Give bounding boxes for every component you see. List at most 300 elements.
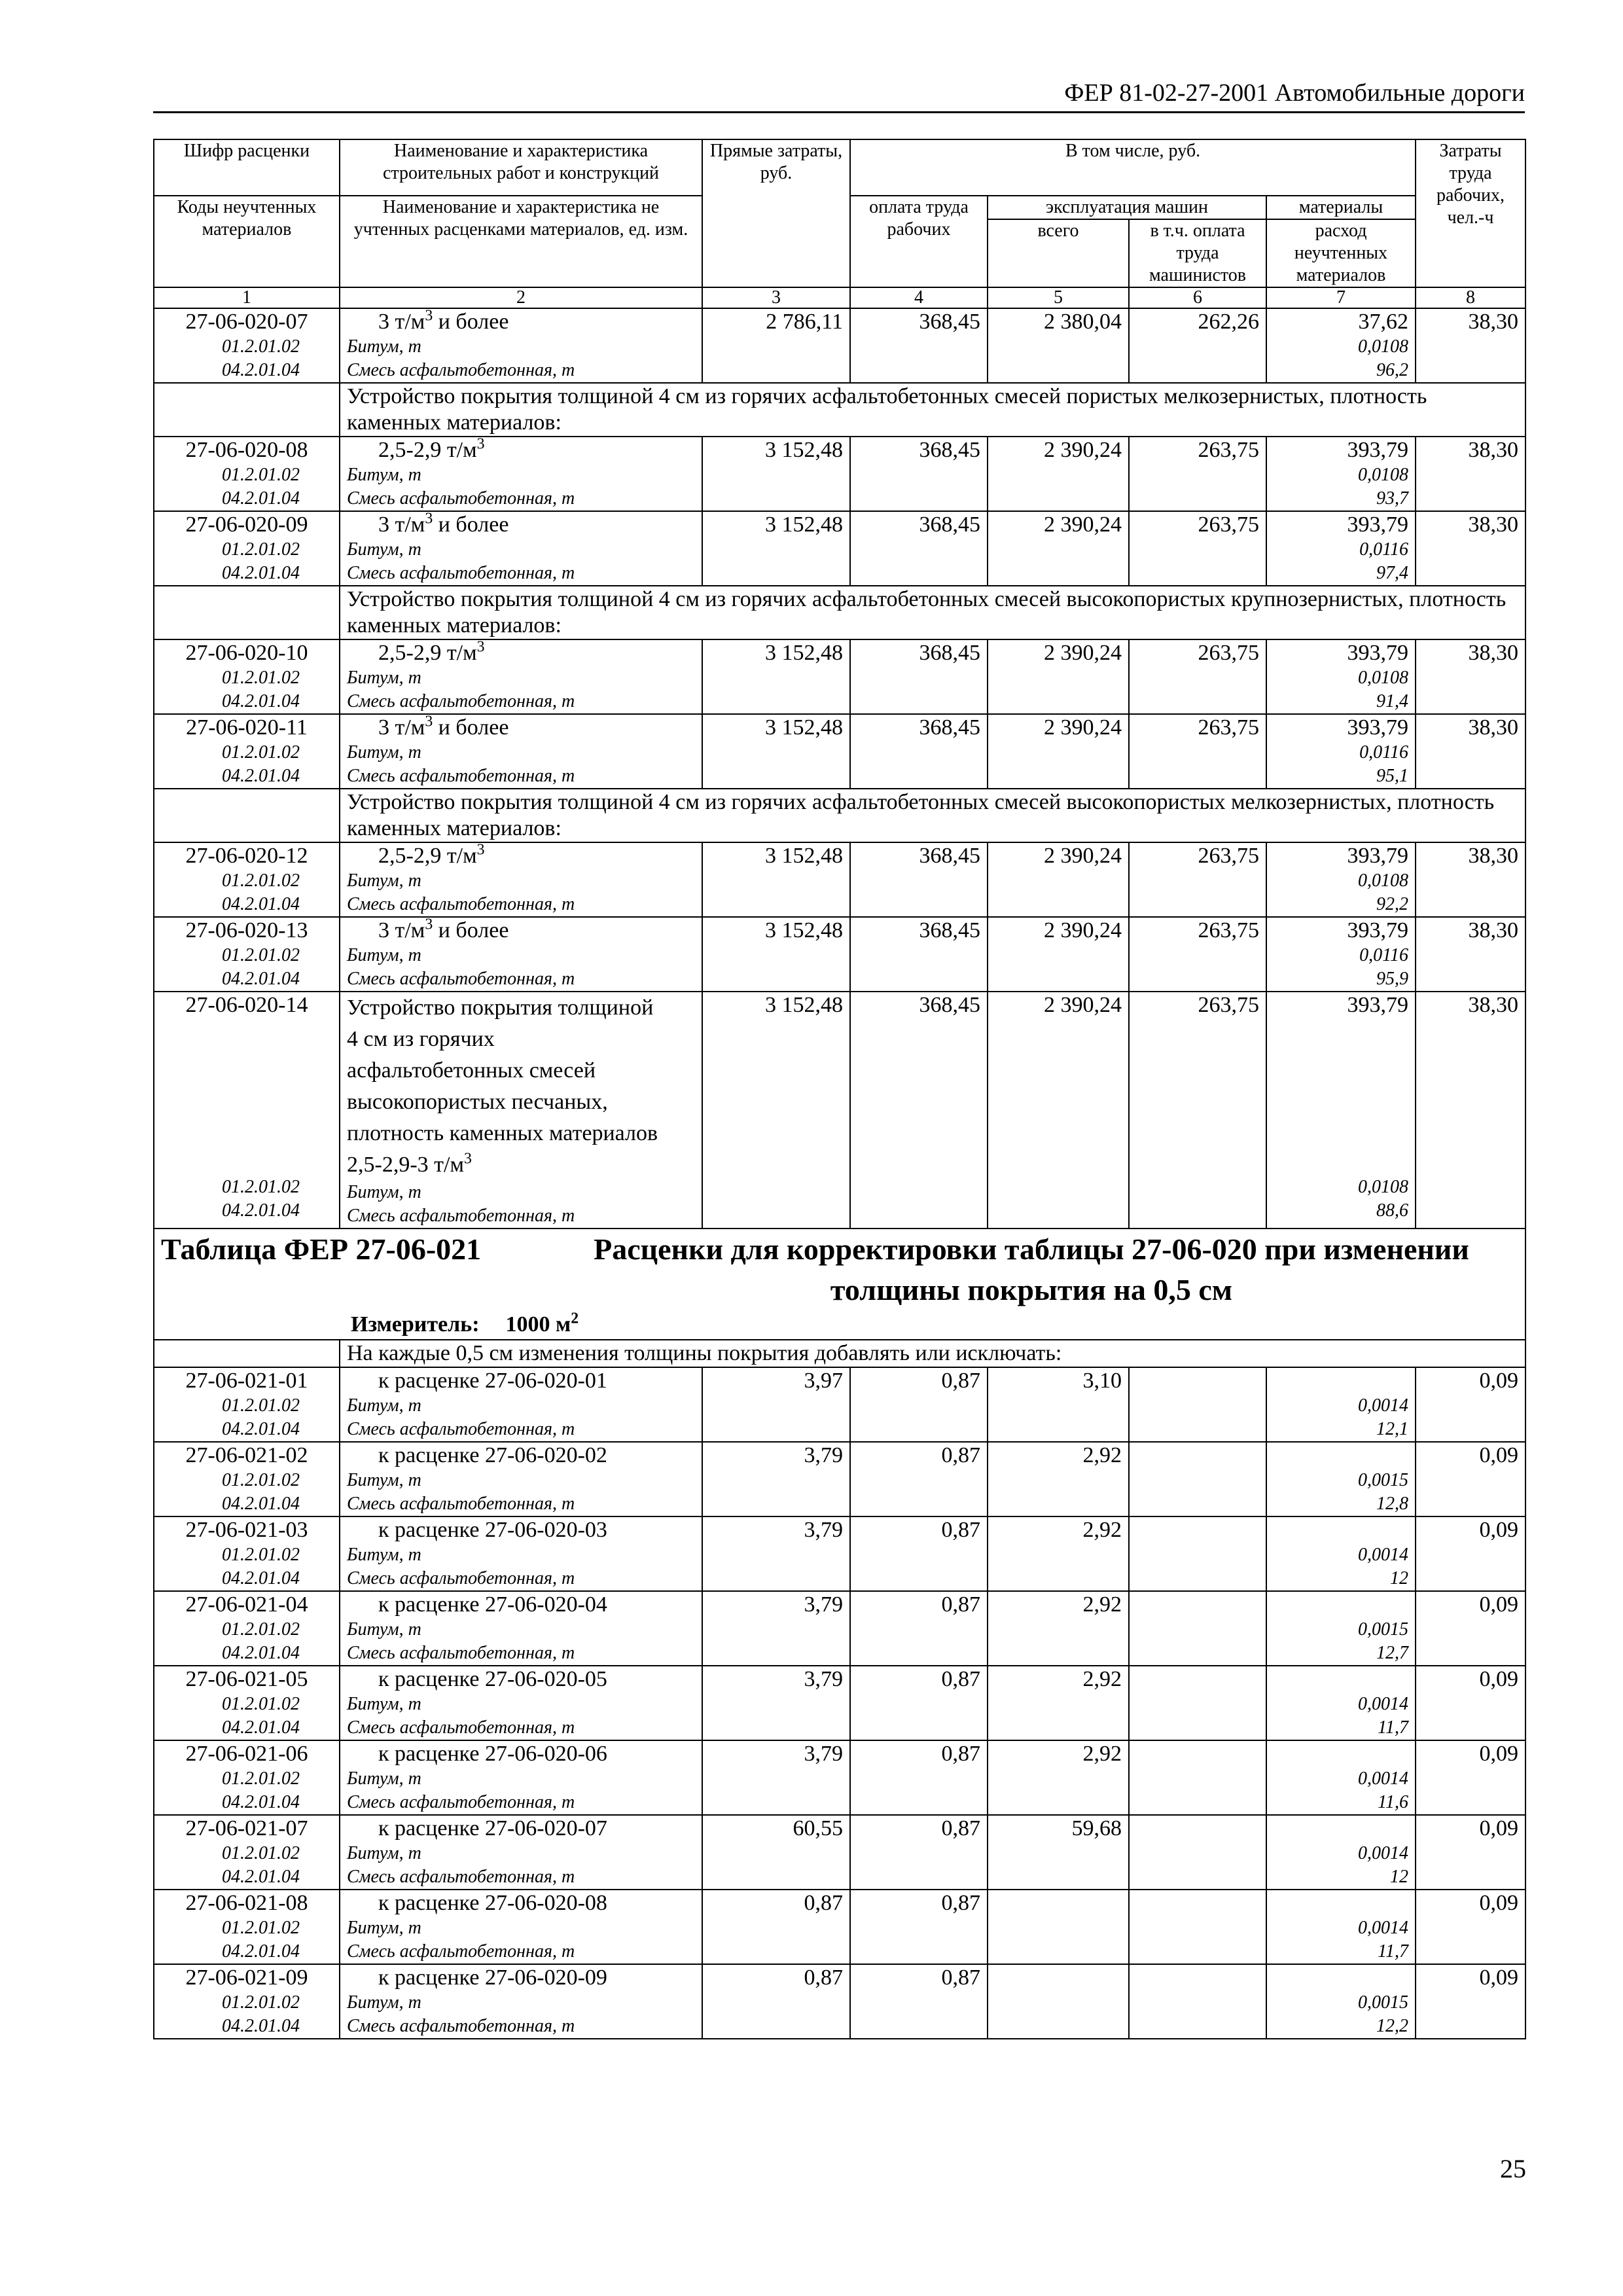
- material-code: 01.2.01.02: [222, 336, 300, 357]
- meter-value: 1000 м: [505, 1312, 571, 1336]
- material-quantity: 11,7: [1378, 1941, 1409, 1962]
- material-code: 01.2.01.02: [222, 1843, 300, 1863]
- rate-labor: 38,30: [1468, 715, 1519, 740]
- table-cell: [154, 511, 340, 586]
- table-cell: [850, 1591, 988, 1666]
- material-code: 04.2.01.04: [222, 1792, 300, 1812]
- table-row: [154, 437, 1525, 511]
- table-cell: [154, 1815, 340, 1890]
- table-cell: [702, 308, 850, 383]
- rate-mach: 3,10: [1082, 1369, 1122, 1393]
- material-quantity: 0,0108: [1358, 870, 1409, 891]
- header-machines: эксплуатация машин: [988, 196, 1266, 219]
- table-row: [154, 1964, 1525, 2039]
- table-cell: [988, 1740, 1129, 1815]
- material-code: 01.2.01.02: [222, 1619, 300, 1640]
- column-number: 4: [850, 287, 988, 308]
- rate-name: [347, 918, 695, 944]
- rate-code: 27-06-020-13: [185, 918, 308, 942]
- table-cell: [1416, 511, 1525, 586]
- rate-code: 27-06-021-03: [185, 1518, 308, 1542]
- table-cell: [1129, 1516, 1266, 1591]
- rate-pay: 368,45: [919, 438, 980, 462]
- rate-code: 27-06-021-06: [185, 1742, 308, 1766]
- rate-direct: 3 152,48: [765, 918, 843, 942]
- table-cell: [1266, 992, 1416, 1229]
- table21-meter: [161, 1310, 1518, 1339]
- table-cell: [702, 1367, 850, 1442]
- table-cell: [988, 308, 1129, 383]
- rate-mach: 2 390,24: [1044, 844, 1122, 868]
- rate-labor: 38,30: [1468, 844, 1519, 868]
- material-quantity: 0,0014: [1358, 1843, 1409, 1863]
- table-row: [154, 1666, 1525, 1740]
- section-title: Устройство покрытия толщиной 4 см из горячих асфальтобетонных смесей высокопористых крупнозернистых, плотность каменных материалов:: [340, 586, 1525, 639]
- table-cell: [154, 1516, 340, 1591]
- table-cell: [702, 714, 850, 789]
- material-name: Смесь асфальтобетонная, т: [347, 1867, 575, 1887]
- rate-name: к расценке 27-06-020-04: [378, 1592, 607, 1617]
- header-mach-total: всего: [988, 219, 1129, 287]
- rate-labor: 0,09: [1479, 1816, 1519, 1840]
- table-cell: [340, 917, 702, 992]
- rate-mach: [995, 1965, 1122, 1991]
- table-cell: [340, 842, 702, 917]
- material-code: 04.2.01.04: [222, 894, 300, 914]
- rate-pay: 0,87: [941, 1891, 980, 1915]
- header-code: Шифр расценки: [154, 139, 340, 196]
- rate-direct: 3,79: [804, 1742, 843, 1766]
- rate-direct: 3,79: [804, 1667, 843, 1691]
- rate-materials: [1274, 1816, 1408, 1842]
- rate-labor: 38,30: [1468, 993, 1519, 1017]
- table-row: [154, 1890, 1525, 1964]
- material-quantity: 96,2: [1376, 360, 1409, 380]
- table-cell: [1416, 639, 1525, 714]
- table-cell: [340, 714, 702, 789]
- table-cell: [340, 1666, 702, 1740]
- rate-mach: 2 390,24: [1044, 715, 1122, 740]
- rate-materials: 393,79: [1347, 641, 1409, 665]
- table-cell: [1266, 842, 1416, 917]
- table-row: [154, 842, 1525, 917]
- rate-direct: 0,87: [804, 1965, 843, 1990]
- rate-materials: 393,79: [1347, 844, 1409, 868]
- table-row: [154, 1815, 1525, 1890]
- material-quantity: 12,2: [1376, 2016, 1409, 2036]
- rate-mach-pay: 263,75: [1198, 641, 1259, 665]
- material-code: 01.2.01.02: [222, 870, 300, 891]
- table-cell: [154, 586, 340, 639]
- table-cell: [850, 1740, 988, 1815]
- table-cell: [1266, 437, 1416, 511]
- table21-heading-line: Расценки для корректировки таблицы 27-06-020 при изменении: [594, 1232, 1469, 1266]
- table-cell: [154, 383, 340, 437]
- rate-code: 27-06-020-09: [185, 512, 308, 537]
- rate-mach: 2,92: [1082, 1742, 1122, 1766]
- material-name: Смесь асфальтобетонная, т: [347, 1643, 575, 1663]
- rate-pay: 0,87: [941, 1518, 980, 1542]
- rate-labor: 38,30: [1468, 310, 1519, 334]
- table-cell: [1266, 1591, 1416, 1666]
- table-cell: [340, 511, 702, 586]
- table-cell: [988, 1964, 1129, 2039]
- table-cell: [1129, 1591, 1266, 1666]
- table-cell: [702, 639, 850, 714]
- rate-mach: 2 390,24: [1044, 918, 1122, 942]
- rate-name: к расценке 27-06-020-08: [378, 1891, 607, 1915]
- material-name: Битум, т: [347, 539, 421, 560]
- material-code: 04.2.01.04: [222, 969, 300, 989]
- table-cell: [1129, 842, 1266, 917]
- table-cell: [1416, 1890, 1525, 1964]
- rate-code: 27-06-020-08: [185, 438, 308, 462]
- material-quantity: 92,2: [1376, 894, 1409, 914]
- material-code: 04.2.01.04: [222, 766, 300, 786]
- column-number: 3: [702, 287, 850, 308]
- table-row: [154, 511, 1525, 586]
- material-name: Смесь асфальтобетонная, т: [347, 894, 575, 914]
- rate-name-tail: и более: [433, 310, 509, 334]
- material-code: 04.2.01.04: [222, 563, 300, 583]
- rate-name-text: 3 т/м: [378, 310, 425, 334]
- unit-superscript: 3: [463, 1150, 472, 1168]
- table-cell: [340, 1442, 702, 1516]
- unit-superscript: 3: [425, 916, 433, 933]
- unit-superscript: 3: [425, 510, 433, 528]
- table-cell: [1416, 1666, 1525, 1740]
- unit-superscript: 3: [425, 713, 433, 730]
- rate-direct: 0,87: [804, 1891, 843, 1915]
- material-name: Битум, т: [347, 1992, 421, 2013]
- section-title: Устройство покрытия толщиной 4 см из горячих асфальтобетонных смесей высокопористых мелкозернистых, плотность каменных материалов:: [340, 789, 1525, 842]
- material-quantity: 95,1: [1376, 766, 1409, 786]
- table-cell: [1129, 992, 1266, 1229]
- rate-mach: 2 390,24: [1044, 438, 1122, 462]
- material-code: 04.2.01.04: [222, 1643, 300, 1663]
- material-quantity: 0,0015: [1358, 1992, 1409, 2013]
- material-name: Смесь асфальтобетонная, т: [347, 1568, 575, 1588]
- header-materials: материалы: [1266, 196, 1416, 219]
- material-name: Битум, т: [347, 668, 421, 688]
- table-cell: [850, 1516, 988, 1591]
- rate-direct: 3 152,48: [765, 715, 843, 740]
- header-mat-names: Наименование и характеристика не учтенных расценками материалов, ед. изм.: [340, 196, 702, 287]
- rate-name-text: 3 т/м: [378, 715, 425, 740]
- spacer: [161, 1081, 332, 1113]
- material-name: Смесь асфальтобетонная, т: [347, 488, 575, 509]
- rate-labor: 38,30: [1468, 918, 1519, 942]
- rate-labor: 0,09: [1479, 1518, 1519, 1542]
- material-code: 04.2.01.04: [222, 488, 300, 509]
- section-row: [154, 586, 1525, 639]
- rate-materials: [1274, 1592, 1408, 1618]
- table-cell: [1266, 1666, 1416, 1740]
- rate-name-tail: и более: [433, 512, 509, 537]
- table21-title: [154, 1229, 1525, 1340]
- table-cell: [850, 1815, 988, 1890]
- material-name: Битум, т: [347, 945, 421, 965]
- rate-materials: 393,79: [1347, 715, 1409, 740]
- section-title: На каждые 0,5 см изменения толщины покрытия добавлять или исключать:: [340, 1340, 1525, 1367]
- header-workers-pay: оплата труда рабочих: [850, 196, 988, 287]
- rate-mach-pay: 263,75: [1198, 993, 1259, 1017]
- table-cell: [988, 1890, 1129, 1964]
- table-cell: [988, 1815, 1129, 1890]
- material-quantity: 12,7: [1376, 1643, 1409, 1663]
- material-quantity: 0,0108: [1358, 668, 1409, 688]
- material-name: Битум, т: [347, 1843, 421, 1863]
- rate-direct: 60,55: [793, 1816, 843, 1840]
- header-mach-pay: в т.ч. оплата труда машинистов: [1129, 219, 1266, 287]
- rate-pay: 368,45: [919, 512, 980, 537]
- section-row: [154, 1340, 1525, 1367]
- rate-pay: 0,87: [941, 1369, 980, 1393]
- material-name: Смесь асфальтобетонная, т: [347, 1792, 575, 1812]
- rate-labor: 0,09: [1479, 1443, 1519, 1467]
- material-code: 04.2.01.04: [222, 2016, 300, 2036]
- rate-pay: 0,87: [941, 1965, 980, 1990]
- spacer: [161, 1050, 332, 1081]
- rate-name-line: [347, 1149, 695, 1181]
- rate-name: [347, 715, 695, 741]
- rate-labor: 0,09: [1479, 1965, 1519, 1990]
- table-cell: [340, 1367, 702, 1442]
- rate-name-line: [347, 1086, 695, 1118]
- unit-superscript: 3: [476, 841, 485, 859]
- rate-name: к расценке 27-06-020-05: [378, 1667, 607, 1691]
- rate-mach: 2 390,24: [1044, 993, 1122, 1017]
- material-quantity: 0,0116: [1359, 539, 1409, 560]
- table-cell: [154, 789, 340, 842]
- column-number: 2: [340, 287, 702, 308]
- rate-name-text: 3 т/м: [378, 512, 425, 537]
- table-cell: [988, 1666, 1129, 1740]
- table-cell: [702, 1740, 850, 1815]
- rate-name: к расценке 27-06-020-01: [378, 1369, 607, 1393]
- table-cell: [988, 1367, 1129, 1442]
- table-cell: [988, 1442, 1129, 1516]
- material-quantity: 12,1: [1376, 1419, 1409, 1439]
- rate-name-line: [347, 1118, 695, 1149]
- table-cell: [1416, 1442, 1525, 1516]
- material-code: 04.2.01.04: [222, 691, 300, 711]
- table-cell: [1266, 1890, 1416, 1964]
- rate-mach-pay: 262,26: [1198, 310, 1259, 334]
- rate-name-line: [347, 1024, 695, 1055]
- material-name: Битум, т: [347, 1619, 421, 1640]
- table21-label: Таблица ФЕР 27-06-021: [161, 1232, 482, 1266]
- rate-mach-pay: [1136, 1443, 1259, 1469]
- rate-mach: [995, 1890, 1122, 1916]
- rate-code: 27-06-020-10: [185, 641, 308, 665]
- table-cell: [850, 917, 988, 992]
- meter-label: Измеритель:: [351, 1312, 480, 1336]
- material-code: 01.2.01.02: [222, 465, 300, 485]
- table-cell: [850, 992, 988, 1229]
- table-cell: [154, 1666, 340, 1740]
- rate-labor: 0,09: [1479, 1891, 1519, 1915]
- table-cell: [850, 1666, 988, 1740]
- material-code: 04.2.01.04: [222, 1941, 300, 1962]
- header-labor: Затраты труда рабочих, чел.-ч: [1416, 139, 1525, 287]
- rate-mach-pay: 263,75: [1198, 438, 1259, 462]
- table-cell: [1129, 1815, 1266, 1890]
- table-cell: [988, 1591, 1129, 1666]
- spacer: [1274, 1081, 1408, 1113]
- rate-code: 27-06-021-02: [185, 1443, 308, 1467]
- material-quantity: 12: [1390, 1867, 1409, 1887]
- table-cell: [850, 1964, 988, 2039]
- material-code: 01.2.01.02: [222, 1694, 300, 1714]
- table-row: [154, 308, 1525, 383]
- table-header-row: [154, 139, 1525, 196]
- table-cell: [154, 1591, 340, 1666]
- table-cell: [702, 1815, 850, 1890]
- table-cell: [702, 917, 850, 992]
- table-cell: [988, 842, 1129, 917]
- material-code: 04.2.01.04: [222, 1867, 300, 1887]
- rate-mach-pay: [1136, 1816, 1259, 1842]
- material-code: 01.2.01.02: [222, 1177, 300, 1197]
- rate-materials: [1274, 1965, 1408, 1991]
- table-cell: [1266, 1815, 1416, 1890]
- material-code: 01.2.01.02: [222, 1395, 300, 1416]
- table-cell: [702, 437, 850, 511]
- material-name: Битум, т: [347, 870, 421, 891]
- table-cell: [340, 1516, 702, 1591]
- rate-direct: 3 152,48: [765, 844, 843, 868]
- rate-name: [347, 843, 695, 869]
- rate-name: [347, 437, 695, 463]
- material-quantity: 0,0108: [1358, 1177, 1409, 1197]
- table-cell: [1129, 917, 1266, 992]
- table-cell: [1129, 1367, 1266, 1442]
- table-cell: [1266, 639, 1416, 714]
- material-code: 01.2.01.02: [222, 1992, 300, 2013]
- table-row: [154, 1516, 1525, 1591]
- material-quantity: 95,9: [1376, 969, 1409, 989]
- table-cell: [1416, 1815, 1525, 1890]
- material-code: 01.2.01.02: [222, 1470, 300, 1490]
- rate-materials: [1274, 1741, 1408, 1767]
- material-code: 01.2.01.02: [222, 1768, 300, 1789]
- material-code: 01.2.01.02: [222, 945, 300, 965]
- rate-direct: 3 152,48: [765, 641, 843, 665]
- rate-materials: 393,79: [1347, 993, 1409, 1017]
- table-cell: [850, 511, 988, 586]
- material-quantity: 0,0108: [1358, 336, 1409, 357]
- rate-code: 27-06-020-11: [186, 715, 308, 740]
- rate-code: 27-06-021-01: [185, 1369, 308, 1393]
- table-cell: [850, 1442, 988, 1516]
- table-cell: [154, 1442, 340, 1516]
- table-cell: [154, 308, 340, 383]
- table-cell: [988, 511, 1129, 586]
- material-quantity: 0,0116: [1359, 945, 1409, 965]
- table-row: [154, 714, 1525, 789]
- table-cell: [988, 639, 1129, 714]
- material-quantity: 12: [1390, 1568, 1409, 1588]
- rate-name-text: высокопористых песчаных,: [347, 1090, 608, 1114]
- rate-mach-pay: 263,75: [1198, 512, 1259, 537]
- table-cell: [988, 714, 1129, 789]
- table-cell: [850, 1367, 988, 1442]
- table21-title-row: [154, 1229, 1525, 1340]
- table21-heading-line: толщины покрытия на 0,5 см: [830, 1273, 1233, 1306]
- material-code: 04.2.01.04: [222, 1568, 300, 1588]
- table-cell: [154, 1740, 340, 1815]
- table-cell: [1266, 511, 1416, 586]
- rate-name-text: Устройство покрытия толщиной: [347, 996, 654, 1020]
- rate-pay: 368,45: [919, 844, 980, 868]
- rate-materials: 393,79: [1347, 918, 1409, 942]
- rate-labor: 0,09: [1479, 1369, 1519, 1393]
- table-cell: [1416, 714, 1525, 789]
- rate-code: 27-06-021-08: [185, 1891, 308, 1915]
- rate-name-tail: и более: [433, 715, 509, 740]
- material-name: Смесь асфальтобетонная, т: [347, 2016, 575, 2036]
- rate-name: [347, 640, 695, 666]
- rate-name-text: 4 см из горячих: [347, 1027, 495, 1051]
- table-cell: [702, 842, 850, 917]
- header-incl: В том числе, руб.: [850, 139, 1416, 196]
- material-code: 04.2.01.04: [222, 1200, 300, 1221]
- rate-mach: 2 380,04: [1044, 310, 1122, 334]
- material-code: 04.2.01.04: [222, 360, 300, 380]
- material-name: Смесь асфальтобетонная, т: [347, 1419, 575, 1439]
- rate-materials: 393,79: [1347, 438, 1409, 462]
- rate-code: 27-06-020-12: [185, 844, 308, 868]
- rate-materials: [1274, 1517, 1408, 1543]
- rate-direct: 3 152,48: [765, 512, 843, 537]
- table-cell: [154, 992, 340, 1229]
- material-quantity: 0,0014: [1358, 1395, 1409, 1416]
- rate-name-line: [347, 1055, 695, 1086]
- material-quantity: 0,0116: [1359, 742, 1409, 762]
- table-cell: [340, 992, 702, 1229]
- table-cell: [702, 1516, 850, 1591]
- rate-name-text: асфальтобетонных смесей: [347, 1058, 596, 1083]
- header-name: Наименование и характеристика строительных работ и конструкций: [340, 139, 702, 196]
- material-name: Битум, т: [347, 1395, 421, 1416]
- table-cell: [154, 917, 340, 992]
- table-row: [154, 992, 1525, 1229]
- rate-direct: 3,79: [804, 1592, 843, 1617]
- rate-mach: 2,92: [1082, 1443, 1122, 1467]
- material-quantity: 0,0014: [1358, 1694, 1409, 1714]
- table-cell: [1129, 714, 1266, 789]
- rate-name-text: 3 т/м: [378, 918, 425, 942]
- rate-materials: [1274, 1890, 1408, 1916]
- material-quantity: 88,6: [1376, 1200, 1409, 1221]
- rate-pay: 368,45: [919, 715, 980, 740]
- rate-mach: 2,92: [1082, 1592, 1122, 1617]
- rate-name: к расценке 27-06-020-02: [378, 1443, 607, 1467]
- rate-mach: 2,92: [1082, 1667, 1122, 1691]
- table-cell: [702, 992, 850, 1229]
- rate-direct: 2 786,11: [766, 310, 843, 334]
- table-row: [154, 1442, 1525, 1516]
- table-cell: [1266, 1367, 1416, 1442]
- rate-direct: 3 152,48: [765, 993, 843, 1017]
- rate-code: 27-06-021-05: [185, 1667, 308, 1691]
- material-code: 04.2.01.04: [222, 1419, 300, 1439]
- table-cell: [154, 714, 340, 789]
- table-cell: [340, 1591, 702, 1666]
- rate-materials: [1274, 1666, 1408, 1693]
- material-name: Битум, т: [347, 336, 421, 357]
